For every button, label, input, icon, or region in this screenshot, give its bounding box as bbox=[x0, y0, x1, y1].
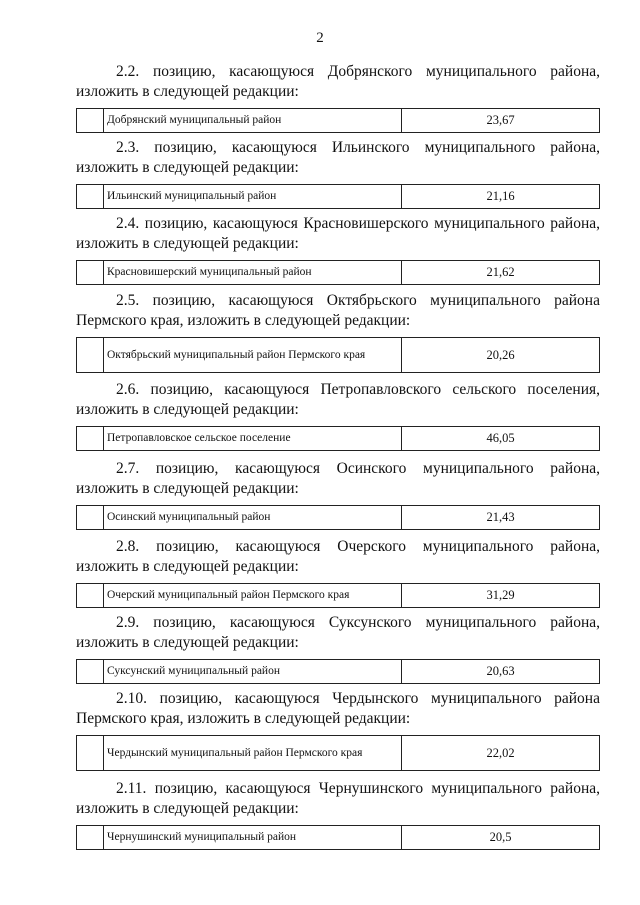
section-paragraph: 2.8. позицию, касающуюся Очерского муниципального района, изложить в следующей редакции: bbox=[76, 538, 600, 575]
empty-cell bbox=[77, 506, 104, 529]
empty-cell bbox=[77, 427, 104, 450]
empty-cell bbox=[77, 584, 104, 607]
empty-cell bbox=[77, 261, 104, 284]
section-paragraph: 2.5. позицию, касающуюся Октябрьского муниципального района Пермского края, изложить в следующей редакции: bbox=[76, 292, 600, 329]
table-row bbox=[76, 108, 600, 133]
value-cell: 22,02 bbox=[486, 745, 515, 760]
table-row bbox=[76, 337, 600, 373]
empty-cell bbox=[77, 736, 104, 770]
section-2-8 bbox=[76, 537, 600, 608]
table-row bbox=[76, 426, 600, 451]
value-cell: 23,67 bbox=[486, 113, 515, 127]
section-2-4 bbox=[76, 214, 600, 285]
table-row bbox=[76, 659, 600, 684]
territory-name-cell: Октябрьский муниципальный район Пермского края bbox=[104, 338, 402, 372]
section-paragraph: 2.7. позицию, касающуюся Осинского муниципального района, изложить в следующей редакции: bbox=[76, 460, 600, 497]
value-cell: 20,63 bbox=[486, 664, 515, 678]
section-paragraph: 2.9. позицию, касающуюся Суксунского муниципального района, изложить в следующей редакции: bbox=[76, 614, 600, 651]
value-cell: 21,16 bbox=[486, 189, 515, 203]
value-cell: 46,05 bbox=[486, 431, 515, 445]
table-row bbox=[76, 505, 600, 530]
section-2-9 bbox=[76, 613, 600, 684]
section-paragraph: 2.3. позицию, касающуюся Ильинского муниципального района, изложить в следующей редакции: bbox=[76, 139, 600, 176]
value-cell: 20,26 bbox=[486, 347, 515, 362]
territory-name-cell: Ильинский муниципальный район bbox=[104, 185, 402, 208]
empty-cell bbox=[77, 109, 104, 132]
section-2-6 bbox=[76, 380, 600, 451]
table-row bbox=[76, 825, 600, 850]
table-row bbox=[76, 184, 600, 209]
territory-name-cell: Суксунский муниципальный район bbox=[104, 660, 402, 683]
section-2-3 bbox=[76, 138, 600, 209]
value-cell: 20,5 bbox=[489, 830, 512, 844]
page-number: 2 bbox=[316, 30, 324, 46]
section-2-7 bbox=[76, 459, 600, 530]
value-cell: 21,43 bbox=[486, 510, 515, 524]
empty-cell bbox=[77, 338, 104, 372]
territory-name-cell: Чернушинский муниципальный район bbox=[104, 826, 402, 849]
section-2-5 bbox=[76, 291, 600, 373]
empty-cell bbox=[77, 660, 104, 683]
empty-cell bbox=[77, 185, 104, 208]
value-cell: 21,62 bbox=[486, 265, 515, 279]
territory-name-cell: Петропавловское сельское поселение bbox=[104, 427, 402, 450]
section-2-10 bbox=[76, 689, 600, 771]
territory-name-cell: Осинский муниципальный район bbox=[104, 506, 402, 529]
table-row bbox=[76, 260, 600, 285]
section-2-11 bbox=[76, 779, 600, 850]
section-paragraph: 2.4. позицию, касающуюся Красновишерского муниципального района, изложить в следующей редакции: bbox=[76, 215, 600, 252]
table-row bbox=[76, 735, 600, 771]
territory-name-cell: Добрянский муниципальный район bbox=[104, 109, 402, 132]
section-2-2 bbox=[76, 62, 600, 133]
territory-name-cell: Чердынский муниципальный район Пермского края bbox=[104, 736, 402, 770]
section-paragraph: 2.10. позицию, касающуюся Чердынского муниципального района Пермского края, изложить в следующей редакции: bbox=[76, 690, 600, 727]
value-cell: 31,29 bbox=[486, 588, 515, 602]
section-paragraph: 2.6. позицию, касающуюся Петропавловского сельского поселения, изложить в следующей редакции: bbox=[76, 381, 600, 418]
table-row bbox=[76, 583, 600, 608]
section-paragraph: 2.2. позицию, касающуюся Добрянского муниципального района, изложить в следующей редакции: bbox=[76, 63, 600, 100]
territory-name-cell: Очерский муниципальный район Пермского края bbox=[104, 584, 402, 607]
empty-cell bbox=[77, 826, 104, 849]
section-paragraph: 2.11. позицию, касающуюся Чернушинского муниципального района, изложить в следующей редакции: bbox=[76, 780, 600, 817]
territory-name-cell: Красновишерский муниципальный район bbox=[104, 261, 402, 284]
